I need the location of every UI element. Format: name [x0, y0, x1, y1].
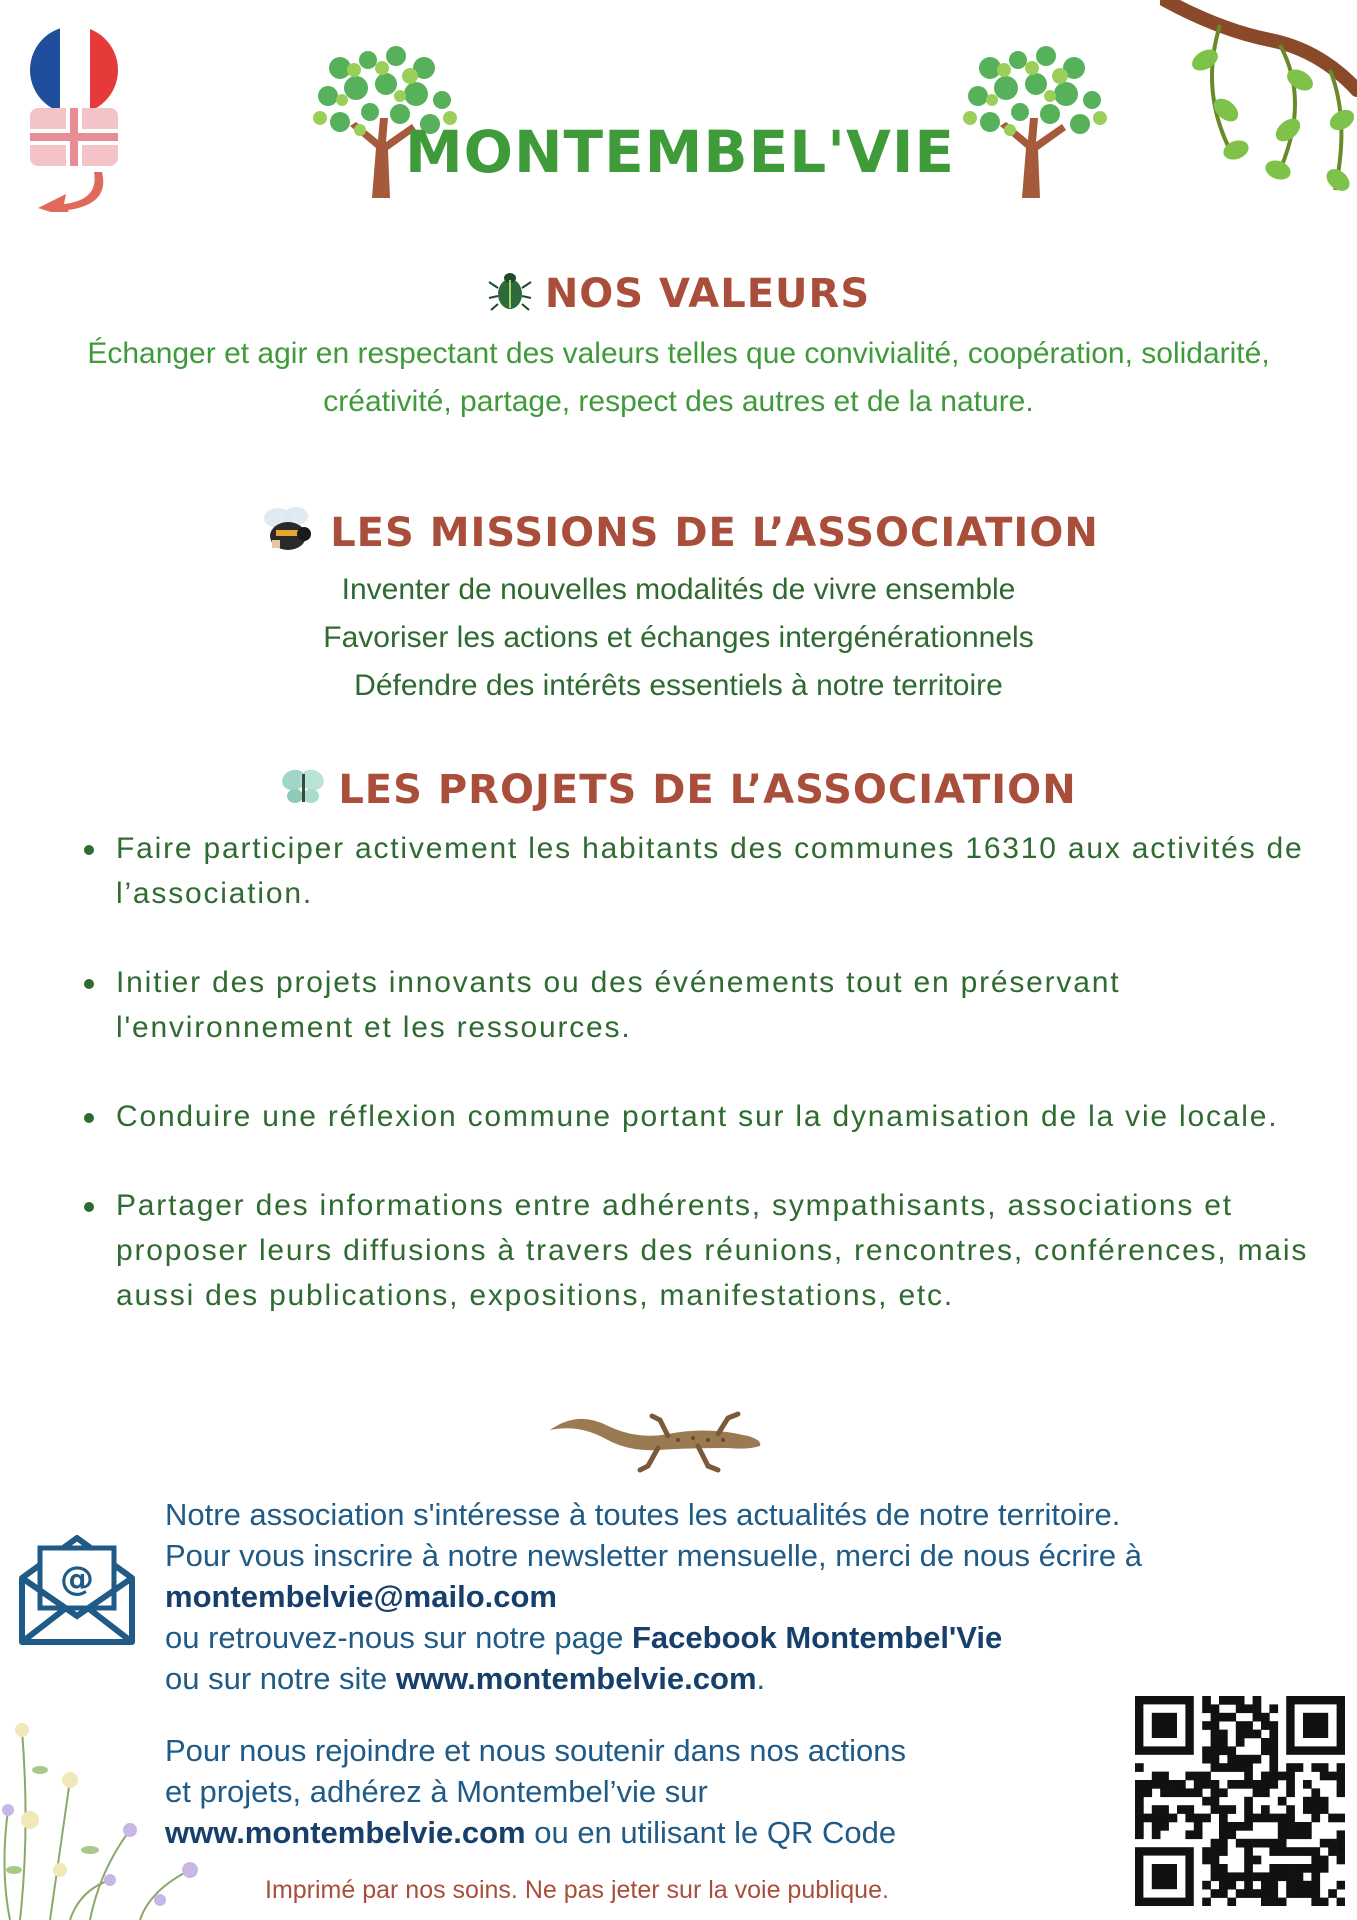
right-tree-illustration [950, 38, 1110, 198]
join-block [165, 1730, 1065, 1853]
mission-item: Favoriser les actions et échanges intergénérationnels [323, 621, 1034, 654]
vine-icon [1160, 0, 1357, 200]
contact-line: Notre association s'intéresse à toutes les actualités de notre territoire. [165, 1497, 1121, 1532]
join-line: et projets, adhérez à Montembel’vie sur [165, 1774, 708, 1809]
projets-title-text: LES PROJETS DE L’ASSOCIATION [338, 767, 1077, 813]
bee-icon [258, 504, 318, 566]
envelope-at-icon [16, 1526, 138, 1648]
join-line: Pour nous rejoindre et nous soutenir dans nos actions [165, 1733, 907, 1768]
contact-line: Pour vous inscrire à notre newsletter mensuelle, merci de nous écrire à [165, 1538, 1142, 1573]
mission-item: Défendre des intérêts essentiels à notre territoire [354, 669, 1003, 702]
email-link[interactable]: montembelvie@mailo.com [165, 1579, 557, 1614]
contact-line-suffix: . [756, 1661, 766, 1696]
vine-illustration [1160, 0, 1357, 200]
contact-block [165, 1494, 1265, 1699]
contact-line: ou sur notre site [165, 1661, 396, 1696]
projet-item: Partager des informations entre adhérents, sympathisants, associations et proposer leurs diffusions à travers des réunions, rencontres, conférences, mais aussi des publications, expositions, manifestations, etc. [80, 1183, 1310, 1318]
projet-item: Conduire une réflexion commune portant sur la dynamisation de la vie locale. [80, 1094, 1310, 1139]
lizard-icon [548, 1400, 768, 1480]
join-website-link[interactable]: www.montembelvie.com [165, 1815, 526, 1850]
language-switch[interactable] [24, 22, 124, 212]
tree-icon [950, 38, 1110, 198]
section-title-missions [0, 504, 1357, 566]
projet-item: Faire participer activement les habitants des communes 16310 aux activités de l’association. [80, 826, 1310, 916]
missions-title-text: LES MISSIONS DE L’ASSOCIATION [330, 510, 1099, 556]
valeurs-title-text: NOS VALEURS [544, 271, 871, 317]
mission-item: Inventer de nouvelles modalités de vivre ensemble [341, 573, 1016, 606]
qr-code-icon [1135, 1696, 1345, 1906]
projets-list [80, 826, 1310, 1362]
missions-list [0, 566, 1357, 710]
wildflowers-icon [0, 1670, 220, 1920]
website-link[interactable]: www.montembelvie.com [395, 1661, 757, 1696]
wildflowers-illustration [0, 1670, 220, 1920]
brand-title: MONTEMBEL'VIE [404, 118, 956, 186]
french-english-flag-icon [24, 22, 124, 212]
butterfly-icon [280, 766, 326, 818]
section-title-valeurs [0, 268, 1357, 324]
contact-line: ou retrouvez-nous sur notre page [165, 1620, 632, 1655]
section-title-projets [0, 766, 1357, 818]
svg-text:@: @ [60, 1559, 94, 1599]
qr-code[interactable] [1135, 1696, 1345, 1906]
join-line: ou en utilisant le QR Code [525, 1815, 897, 1850]
facebook-link[interactable]: Facebook Montembel'Vie [632, 1620, 1003, 1655]
beetle-icon [487, 268, 533, 324]
lizard-illustration [548, 1400, 768, 1480]
valeurs-text: Échanger et agir en respectant des valeurs telles que convivialité, coopération, solidarité, créativité, partage, respect des autres et de la nature. [87, 337, 1270, 418]
footer-notice: Imprimé par nos soins. Ne pas jeter sur la voie publique. [265, 1876, 889, 1904]
projet-item: Initier des projets innovants ou des événements tout en préservant l'environnement et les ressources. [80, 960, 1310, 1050]
